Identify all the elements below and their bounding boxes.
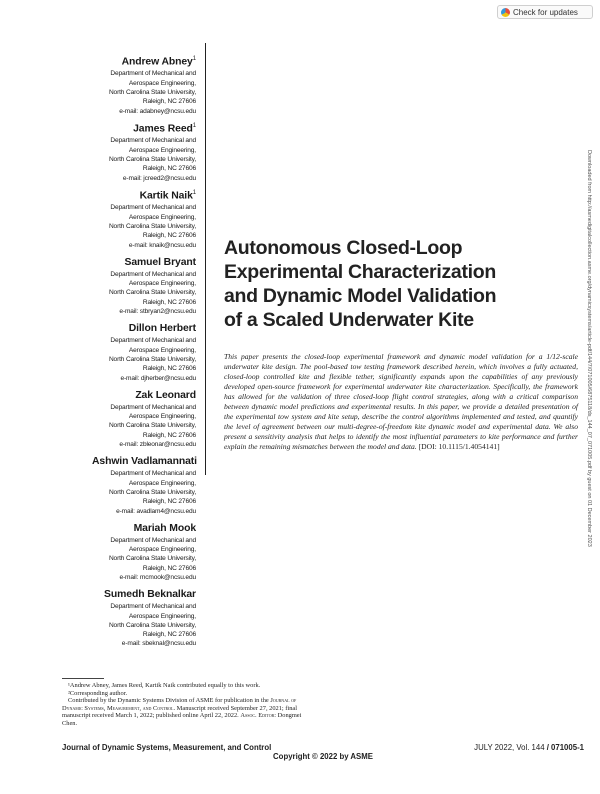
author-affiliation-line: North Carolina State University,	[108, 289, 196, 297]
author-affiliation-line: North Carolina State University,	[108, 488, 196, 496]
footnote-contribution	[62, 697, 306, 727]
author-name-text: Samuel Bryant	[124, 256, 196, 268]
author-affiliation-line: Department of Mechanical and	[110, 270, 196, 278]
author-footnote-mark: 1	[192, 56, 196, 62]
author-affiliation-line: Aerospace Engineering,	[128, 479, 196, 487]
author-affiliation-line: Raleigh, NC 27606	[142, 165, 196, 173]
author-name	[92, 589, 196, 600]
author-name	[92, 56, 196, 67]
vertical-divider	[205, 43, 206, 475]
footer-issue	[474, 743, 584, 752]
editor-name: : Dongmei Chen.	[62, 712, 302, 727]
author-name-text: Ashwin Vadlamannati	[92, 456, 197, 468]
author-block	[92, 323, 196, 382]
author-block	[92, 123, 196, 183]
author-block	[92, 589, 196, 648]
crossmark-icon	[501, 8, 510, 17]
editor-label: Assoc. Editor	[240, 712, 275, 720]
author-name	[92, 523, 196, 534]
author-affiliation-line: Raleigh, NC 27606	[142, 232, 196, 240]
journal-name-smallcaps: Journal of Dynamic Systems, Measurement, and Control	[62, 697, 297, 712]
author-block	[92, 456, 196, 515]
author-email[interactable]: e-mail: sbeknal@ncsu.edu	[121, 640, 196, 648]
footer-copyright: Copyright © 2022 by ASME	[273, 752, 373, 761]
author-name-text: Dillon Herbert	[128, 323, 196, 335]
author-block	[92, 190, 196, 250]
author-affiliation-line: North Carolina State University,	[108, 621, 196, 629]
author-affiliation-line: Raleigh, NC 27606	[142, 298, 196, 306]
abstract	[224, 352, 578, 452]
author-email[interactable]: e-mail: zbleonar@ncsu.edu	[119, 441, 196, 449]
author-name	[92, 323, 196, 334]
doi-link[interactable]: [DOI: 10.1115/1.4054141]	[418, 442, 500, 451]
author-affiliation-line: North Carolina State University,	[108, 156, 196, 164]
author-email[interactable]: e-mail: knaik@ncsu.edu	[128, 241, 196, 249]
author-email[interactable]: e-mail: djherber@ncsu.edu	[120, 374, 196, 382]
footer-journal: Journal of Dynamic Systems, Measurement, and Control	[62, 743, 272, 752]
paper-title	[224, 236, 496, 332]
author-affiliation-line: Raleigh, NC 27606	[142, 631, 196, 639]
author-affiliation-line: Department of Mechanical and	[110, 536, 196, 544]
author-name	[92, 257, 196, 268]
footer-separator: /	[544, 743, 552, 752]
author-affiliation-line: Aerospace Engineering,	[128, 280, 196, 288]
author-affiliation-line: Raleigh, NC 27606	[142, 431, 196, 439]
footer-issue-text: JULY 2022, Vol. 144	[474, 743, 545, 752]
author-affiliation-line: Department of Mechanical and	[110, 470, 196, 478]
author-name	[92, 190, 196, 201]
author-affiliation-line: Aerospace Engineering,	[128, 413, 196, 421]
author-name-text: Mariah Mook	[133, 522, 196, 534]
author-affiliation-line: Aerospace Engineering,	[128, 146, 196, 154]
author-affiliation-line: North Carolina State University,	[108, 222, 196, 230]
author-footnote-mark: 1	[192, 122, 196, 129]
author-affiliation-line: Raleigh, NC 27606	[142, 564, 196, 572]
download-side-note-text: Downloaded from http://asmedigitalcollection.asme.org/dynamicsystems/article-pdf/144/7/071005/6875118/ds_144_07_071005.pdf by guest on 01 December 2023	[586, 150, 592, 547]
title-line: Experimental Characterization	[224, 261, 496, 283]
contrib-post: . Manuscript received September 27, 2021; final manuscript received March 1, 2022; published online April 22, 2022.	[62, 704, 298, 720]
author-affiliation-line: North Carolina State University,	[108, 555, 196, 563]
author-name	[92, 390, 196, 401]
footer-article-number: 071005-1	[551, 743, 584, 752]
title-line: and Dynamic Model Validation	[224, 285, 497, 307]
author-affiliation-line: Aerospace Engineering,	[128, 546, 196, 554]
author-affiliation-line: North Carolina State University,	[108, 355, 196, 363]
author-affiliation-line: Department of Mechanical and	[110, 403, 196, 411]
author-affiliation-line: Department of Mechanical and	[110, 204, 196, 212]
title-line: of a Scaled Underwater Kite	[224, 309, 474, 331]
author-affiliation-line: Aerospace Engineering,	[128, 213, 196, 221]
author-email[interactable]: e-mail: adabney@ncsu.edu	[119, 107, 196, 115]
footnote-equal-contribution: ¹Andrew Abney, James Reed, Kartik Naik contributed equally to this work.	[68, 682, 261, 689]
author-affiliation-line: North Carolina State University,	[108, 89, 196, 97]
author-footnote-mark: 1	[192, 189, 196, 196]
author-name	[92, 123, 196, 134]
author-name-text: Kartik Naik	[139, 190, 193, 202]
footnotes	[62, 682, 306, 728]
author-email[interactable]: e-mail: mcmook@ncsu.edu	[119, 573, 196, 581]
author-affiliation-line: Department of Mechanical and	[110, 337, 196, 345]
footnote-corresponding-author: ²Corresponding author.	[68, 689, 128, 697]
author-block	[92, 56, 196, 116]
author-affiliation-line: North Carolina State University,	[108, 422, 196, 430]
author-affiliation-line: Aerospace Engineering,	[128, 79, 196, 87]
author-block	[92, 390, 196, 449]
author-block	[92, 523, 196, 582]
author-affiliation-line: Raleigh, NC 27606	[142, 98, 196, 106]
author-affiliation-line: Department of Mechanical and	[110, 603, 196, 611]
author-affiliation-line: Raleigh, NC 27606	[142, 365, 196, 373]
author-name-text: James Reed	[133, 123, 193, 135]
author-list	[92, 56, 196, 656]
author-affiliation-line: Aerospace Engineering,	[128, 346, 196, 354]
author-affiliation-line: Aerospace Engineering,	[128, 612, 196, 620]
contrib-pre: Contributed by the Dynamic Systems Division of ASME for publication in the	[68, 697, 269, 705]
author-email[interactable]: e-mail: avadlam4@ncsu.edu	[116, 507, 196, 515]
author-email[interactable]: e-mail: stbryan2@ncsu.edu	[119, 308, 196, 316]
author-block	[92, 257, 196, 316]
author-affiliation-line: Department of Mechanical and	[110, 137, 196, 145]
author-name-text: Sumedh Beknalkar	[104, 589, 196, 601]
author-email[interactable]: e-mail: jcreed2@ncsu.edu	[122, 174, 196, 182]
author-name-text: Andrew Abney	[121, 56, 193, 68]
author-affiliation-line: Raleigh, NC 27606	[142, 498, 196, 506]
author-affiliation-line: Department of Mechanical and	[110, 70, 196, 78]
abstract-text: This paper presents the closed-loop experimental framework and dynamic model validation for a 1/12-scale underwater kite design. The pool-based tow testing framework described herein, which involves a fully actuated, closed-loop controlled kite and flexible tether, significantly expands upon the capabilities of any previously developed open-source framework for experimental underwater kite characterization. Specifically, the framework has allowed for the validation of three closed-loop flight control strategies, along with a critical comparison between dynamic model predictions and experimental results. In this paper, we provide a detailed presentation of the experimental tow system and kite setup, describe the control algorithms implemented and tested, and quantify the level of agreement between our multi-degree-of-freedom kite dynamic model and experimental data. We also present a sensitivity analysis that helps to identify the most influential parameters to kite performance and further explain the remaining mismatches between the model and data.	[224, 352, 578, 451]
author-name-text: Zak Leonard	[135, 389, 196, 401]
author-name	[92, 456, 196, 467]
download-side-note	[583, 150, 593, 630]
check-for-updates-badge[interactable]	[497, 5, 593, 19]
check-for-updates-label: Check for updates	[513, 7, 578, 17]
footnote-rule	[62, 678, 104, 679]
title-line: Autonomous Closed-Loop	[224, 237, 463, 259]
